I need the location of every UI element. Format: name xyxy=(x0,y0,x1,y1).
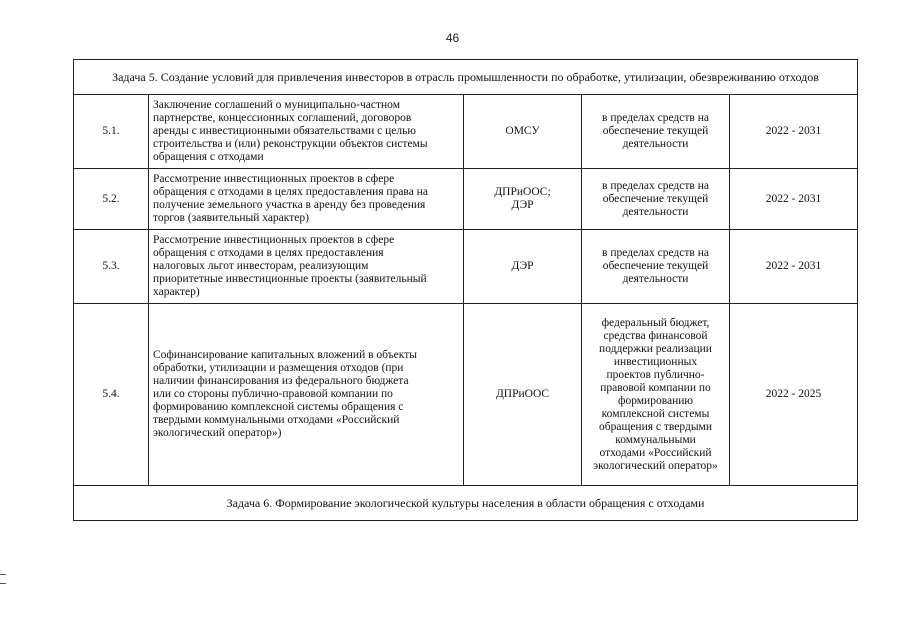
measure-executor: ДЭР xyxy=(464,230,582,304)
margin-mark xyxy=(0,574,6,575)
measure-executor: ДПРиООС; ДЭР xyxy=(464,169,582,230)
page-number: 46 xyxy=(445,31,460,45)
table-row xyxy=(74,230,858,304)
measure-term: 2022 - 2031 xyxy=(730,95,858,169)
measure-funding: в пределах средств на обеспечение текущей деятельности xyxy=(582,169,730,230)
row-number: 5.3. xyxy=(74,230,149,304)
table-row xyxy=(74,169,858,230)
measure-description: Рассмотрение инвестиционных проектов в сфере обращения с отходами в целях предоставления права на получение земельного участка в аренду без проведения торгов (заявительный характер) xyxy=(149,169,464,230)
measure-executor: ДПРиООС xyxy=(464,304,582,486)
row-number: 5.4. xyxy=(74,304,149,486)
table-row xyxy=(74,304,858,486)
measure-executor: ОМСУ xyxy=(464,95,582,169)
measure-term: 2022 - 2031 xyxy=(730,230,858,304)
task-5-row xyxy=(74,60,858,95)
row-number: 5.1. xyxy=(74,95,149,169)
measures-table xyxy=(73,59,858,521)
measure-description: Рассмотрение инвестиционных проектов в сфере обращения с отходами в целях предоставления налоговых льгот инвесторам, реализующим приоритетные инвестиционные проекты (заявительный характер) xyxy=(149,230,464,304)
measure-term: 2022 - 2025 xyxy=(730,304,858,486)
row-number: 5.2. xyxy=(74,169,149,230)
measure-term: 2022 - 2031 xyxy=(730,169,858,230)
measure-description: Заключение соглашений о муниципально-частном партнерстве, концессионных соглашений, договоров аренды с инвестиционными обязательствами с целью строительства и (или) реконструкции объектов системы обращения с отходами xyxy=(149,95,464,169)
task-5-heading: Задача 5. Создание условий для привлечения инвесторов в отрасль промышленности по обработке, утилизации, обезвреживанию отходов xyxy=(74,60,858,95)
margin-mark xyxy=(0,583,6,584)
table-row xyxy=(74,95,858,169)
measure-funding: в пределах средств на обеспечение текущей деятельности xyxy=(582,230,730,304)
measure-description: Софинансирование капитальных вложений в объекты обработки, утилизации и размещения отходов (при наличии финансирования из федерального бюджета или со стороны публично-правовой компании по формированию комплексной системы обращения с твердыми коммунальными отходами «Российский экологический оператор») xyxy=(149,304,464,486)
measure-funding: федеральный бюджет, средства финансовой поддержки реализации инвестиционных проектов публично- правовой компании по формированию комплексной системы обращения с твердыми коммунальными отходами «Российский экологический оператор» xyxy=(582,304,730,486)
measure-funding: в пределах средств на обеспечение текущей деятельности xyxy=(582,95,730,169)
task-6-row xyxy=(74,486,858,521)
task-6-heading: Задача 6. Формирование экологической культуры населения в области обращения с отходами xyxy=(74,486,858,521)
